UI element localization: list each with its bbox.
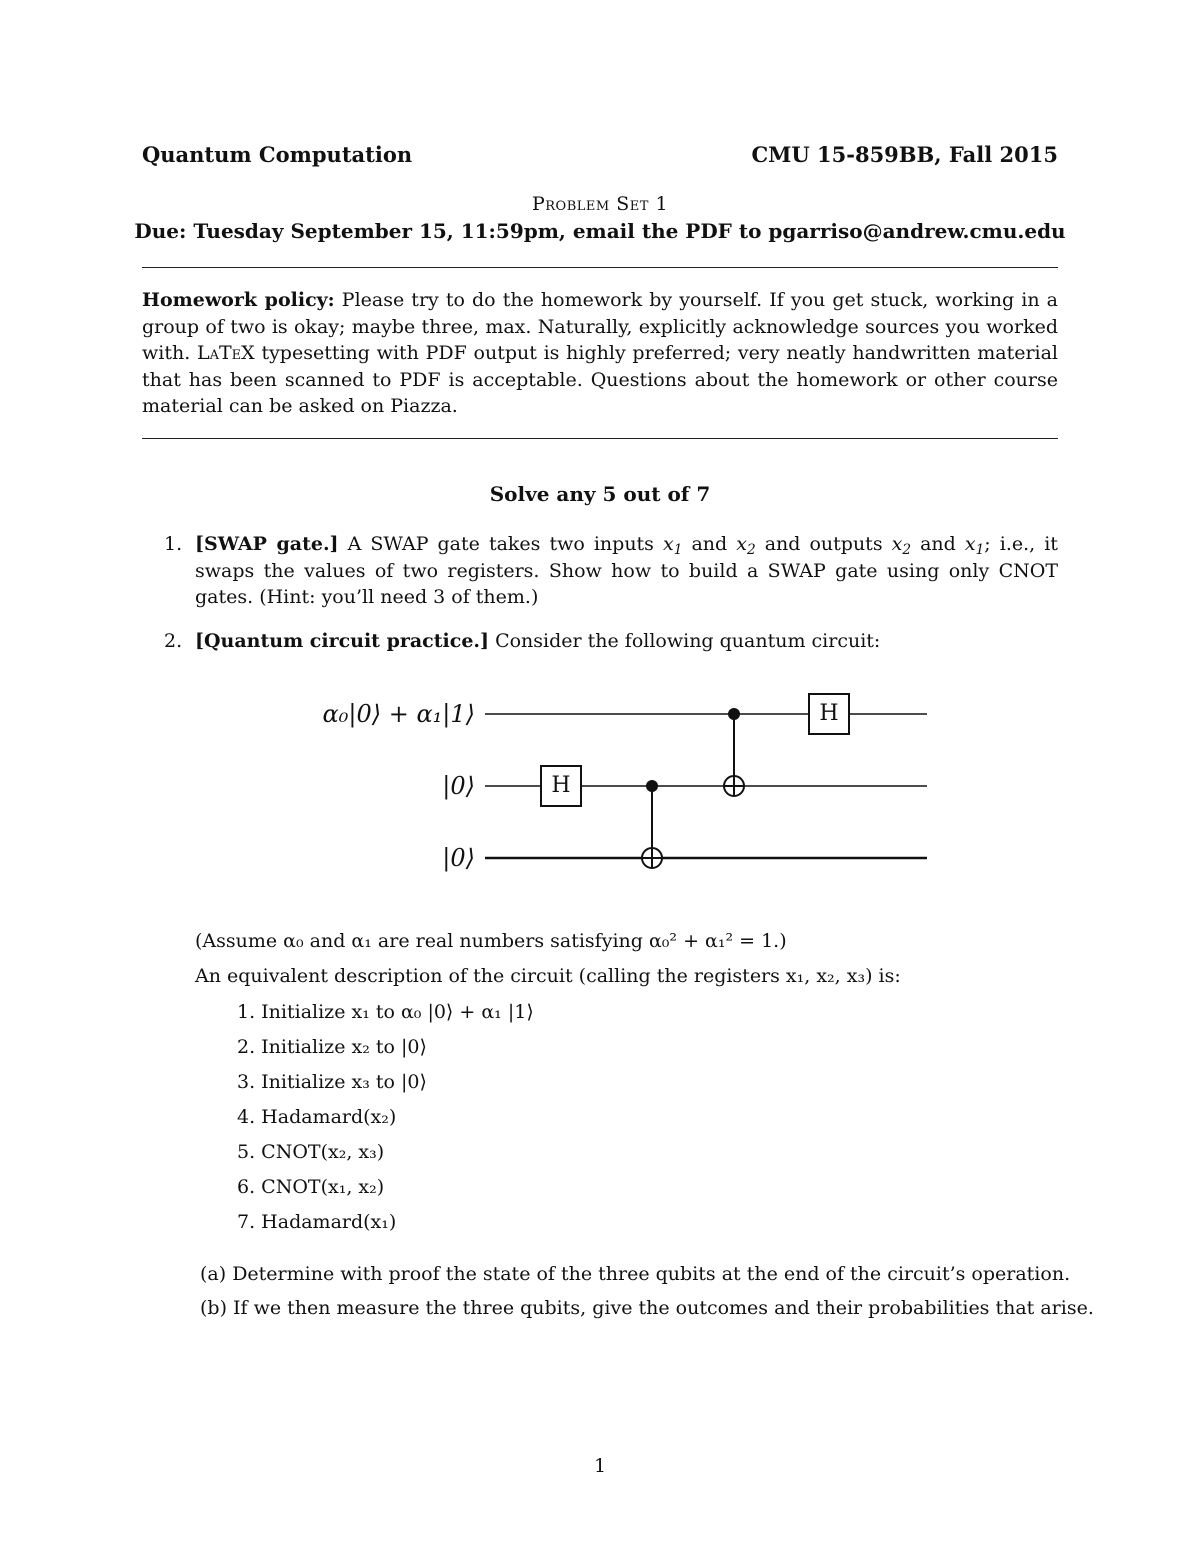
bottom-rule [142, 438, 1058, 439]
input-label-1: α₀|0⟩ + α₁|1⟩ [322, 700, 475, 728]
problem-2 [142, 628, 1058, 655]
part-b: (b) If we then measure the three qubits, give the outcomes and their probabilities that arise. [200, 1297, 1094, 1319]
problem-1-text-a: A SWAP gate takes two inputs [347, 533, 654, 555]
problem-1-number: 1. [164, 533, 183, 555]
problem-2-number: 2. [164, 630, 183, 652]
problem-2-intro: Consider the following quantum circuit: [495, 630, 881, 652]
problem-1-text-d: and [920, 533, 956, 555]
top-rule [142, 267, 1058, 268]
cnot-12-control [728, 708, 740, 720]
input-label-2: |0⟩ [442, 772, 475, 800]
problem-set-title: Problem Set 1 [531, 193, 669, 215]
cnot-23-control [646, 780, 658, 792]
course-code: CMU 15-859BB, Fall 2015 [751, 142, 1058, 167]
problem-1-text-b: and [691, 533, 728, 555]
step-4: 4. Hadamard(x₂) [237, 1106, 397, 1128]
hadamard-label-2: H [551, 773, 571, 798]
assumption: (Assume α₀ and α₁ are real numbers satisfying α₀² + α₁² = 1.) [195, 930, 787, 952]
problem-1 [142, 531, 1058, 611]
var-x2-out: $x_2$ [891, 533, 912, 559]
problem-1-text-e: ; i.e., it swaps the values of two registers. Show how to build a SWAP gate using only CNOT gates. (Hint: you’ll need 3 of them.) [195, 533, 1058, 609]
problem-2-title: [Quantum circuit practice.] [195, 630, 490, 652]
var-x2: $x_2$ [736, 533, 756, 559]
homework-policy [142, 287, 1058, 420]
hadamard-label-1: H [819, 701, 839, 726]
var-x1: $x_1$ [662, 533, 683, 559]
step-3: 3. Initialize x₃ to |0⟩ [237, 1071, 427, 1093]
step-6: 6. CNOT(x₁, x₂) [237, 1176, 385, 1198]
problem-1-text-c: and outputs [764, 533, 883, 555]
quantum-circuit [300, 690, 940, 890]
due-line: Due: Tuesday September 15, 11:59pm, email the PDF to pgarriso@andrew.cmu.edu [134, 219, 1066, 243]
latex-logo: LaTeX [197, 342, 255, 365]
solve-instruction: Solve any 5 out of 7 [489, 482, 711, 506]
step-1: 1. Initialize x₁ to α₀ |0⟩ + α₁ |1⟩ [237, 1001, 534, 1023]
step-5: 5. CNOT(x₂, x₃) [237, 1141, 385, 1163]
policy-text-1: Please try to do the homework by yourself. If you get stuck, working in a group of two is okay; maybe three, max. Naturally, explicitly acknowledge sources you worked with. [142, 289, 1058, 365]
step-2: 2. Initialize x₂ to |0⟩ [237, 1036, 427, 1058]
equivalent-description: An equivalent description of the circuit (calling the registers x₁, x₂, x₃) is: [195, 965, 901, 987]
problem-1-title: [SWAP gate.] [195, 533, 339, 555]
policy-text-2: typesetting with PDF output is highly preferred; very neatly handwritten material that has been scanned to PDF is acceptable. Questions about the homework or other course material can be asked on Piazza. [142, 342, 1059, 418]
policy-label: Homework policy: [142, 289, 335, 311]
page-number: 1 [593, 1455, 607, 1477]
course-title: Quantum Computation [142, 142, 413, 167]
var-x1-out: $x_1$ [964, 533, 985, 559]
part-a: (a) Determine with proof the state of the three qubits at the end of the circuit’s operation. [200, 1263, 1071, 1285]
step-7: 7. Hadamard(x₁) [237, 1211, 397, 1233]
input-label-3: |0⟩ [442, 844, 475, 872]
